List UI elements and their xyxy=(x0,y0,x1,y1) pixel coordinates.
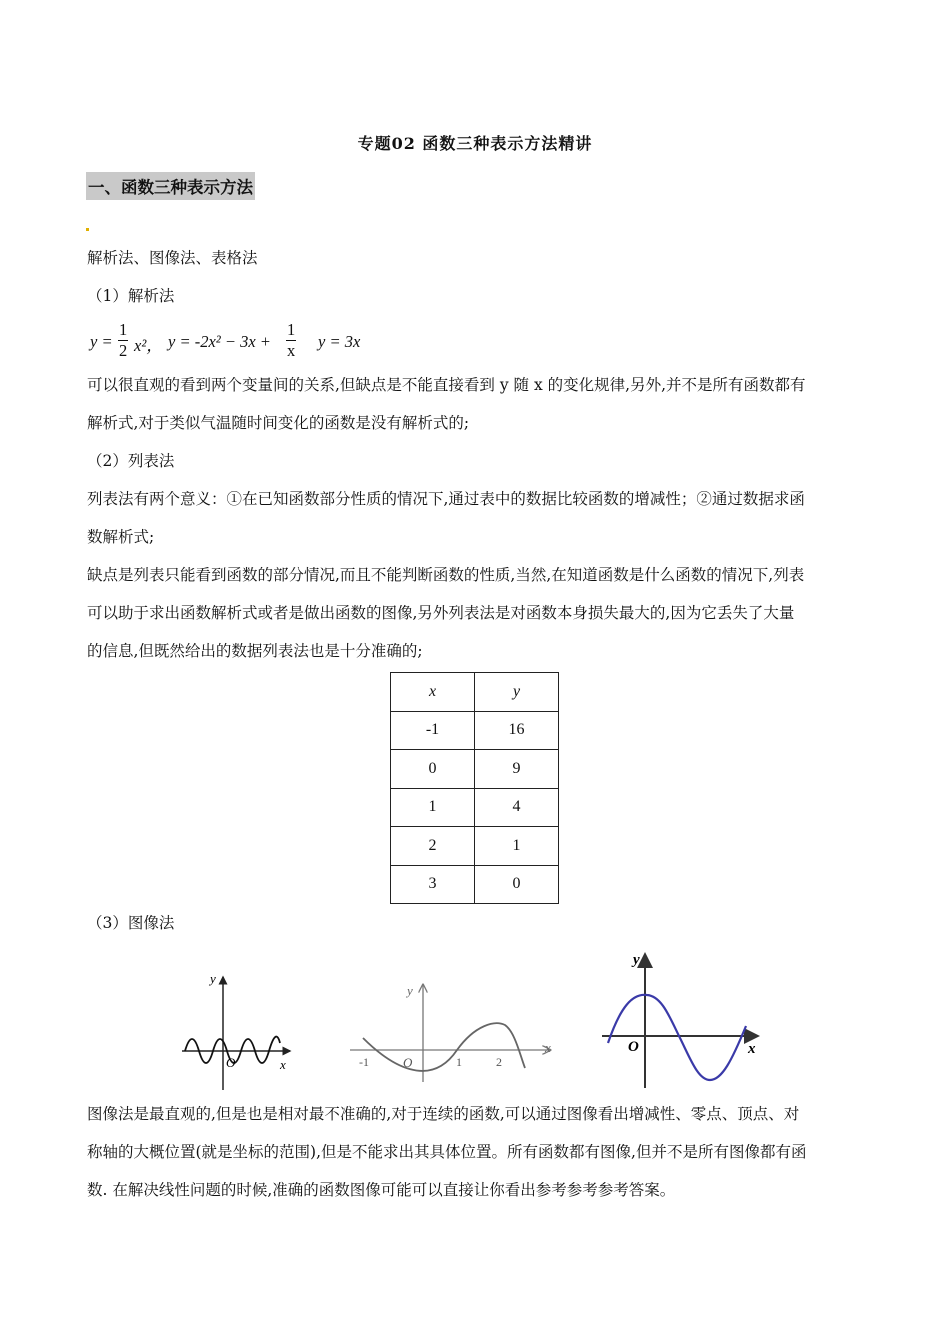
graph-3-y-label: y xyxy=(633,952,640,968)
table-cell: 16 xyxy=(475,711,559,750)
graph-2-tick-2: 2 xyxy=(496,1055,502,1069)
formula-1-lhs: y = xyxy=(90,332,113,351)
table-cell: 4 xyxy=(475,788,559,827)
para4-line1: 图像法是最直观的,但是也是相对最不准确的,对于连续的函数,可以通过图像看出增减性、零点、顶点、对 xyxy=(87,1105,800,1123)
graph-1 xyxy=(180,965,295,1095)
table-cell: 1 xyxy=(475,827,559,866)
para2-line1: 列表法有两个意义：①在已知函数部分性质的情况下,通过表中的数据比较函数的增减性；②通过数据求函 xyxy=(87,490,805,508)
para3-line3: 的信息,但既然给出的数据列表法也是十分准确的; xyxy=(87,642,423,660)
para3-line1: 缺点是列表只能看到函数的部分情况,而且不能判断函数的性质,当然,在知道函数是什么函数的情况下,列表 xyxy=(87,566,805,584)
graph-3 xyxy=(600,948,770,1090)
para1-line1: 可以很直观的看到两个变量间的关系,但缺点是不能直接看到 y 随 x 的变化规律,另外,并不是所有函数都有 xyxy=(87,376,806,394)
table-header-row xyxy=(391,673,559,712)
formula-2-numerator: 1 xyxy=(287,320,296,339)
para1-line2: 解析式,对于类似气温随时间变化的函数是没有解析式的; xyxy=(87,414,470,432)
formula-3: y = 3x xyxy=(318,332,361,351)
formula-1-fraction xyxy=(118,320,128,361)
table-header-x: x xyxy=(391,673,475,712)
graph-1-origin-label: O xyxy=(226,1055,236,1070)
subheading-table: （2）列表法 xyxy=(87,452,175,470)
data-table xyxy=(390,672,559,904)
marker-dot xyxy=(86,228,89,231)
table-row xyxy=(391,788,559,827)
graph-2-y-label: y xyxy=(407,983,413,998)
table-row xyxy=(391,750,559,789)
para4-line2: 称轴的大概位置(就是坐标的范围),但是不能求出其具体位置。所有函数都有图像,但并不是所有图像都有函 xyxy=(87,1143,807,1161)
table-cell: -1 xyxy=(391,711,475,750)
graph-1-x-label: x xyxy=(280,1057,286,1072)
table-cell: 3 xyxy=(391,865,475,904)
table-row xyxy=(391,827,559,866)
table-row xyxy=(391,711,559,750)
graph-1-y-label: y xyxy=(210,971,216,986)
graph-3-x-label: x xyxy=(748,1041,756,1057)
formula-1-tail: x²， xyxy=(134,336,163,355)
section-heading: 一、函数三种表示方法 xyxy=(86,172,255,200)
graph-2-tick-neg1: -1 xyxy=(359,1055,369,1069)
page-title: 专题02 函数三种表示方法精讲 xyxy=(357,134,593,153)
table-cell: 0 xyxy=(391,750,475,789)
graph-2-x-label: x xyxy=(545,1040,551,1055)
table-cell: 1 xyxy=(391,788,475,827)
formula-1-denominator: 2 xyxy=(119,341,128,360)
subheading-graph: （3）图像法 xyxy=(87,914,175,932)
table-header-y: y xyxy=(475,673,559,712)
graph-3-curve xyxy=(608,995,746,1080)
formula-2-denominator: x xyxy=(287,341,296,360)
formula-2-fraction xyxy=(286,320,296,361)
graph-2-origin-label: O xyxy=(403,1055,413,1070)
table-cell: 2 xyxy=(391,827,475,866)
para2-line2: 数解析式; xyxy=(87,528,155,546)
graph-2-tick-1: 1 xyxy=(456,1055,462,1069)
formula-2: y = -2x² − 3x + xyxy=(168,332,271,351)
subheading-analytic: （1）解析法 xyxy=(87,287,175,305)
table-row xyxy=(391,865,559,904)
intro-text: 解析法、图像法、表格法 xyxy=(87,249,258,267)
para4-line3: 数. 在解决线性问题的时候,准确的函数图像可能可以直接让你看出参考参考参考答案。 xyxy=(87,1181,676,1199)
para3-line2: 可以助于求出函数解析式或者是做出函数的图像,另外列表法是对函数本身损失最大的,因为它丢失了大量 xyxy=(87,604,795,622)
graph-3-origin-label: O xyxy=(628,1039,639,1055)
graph-2 xyxy=(345,980,560,1085)
formula-1-numerator: 1 xyxy=(119,320,128,339)
table-cell: 9 xyxy=(475,750,559,789)
table-cell: 0 xyxy=(475,865,559,904)
